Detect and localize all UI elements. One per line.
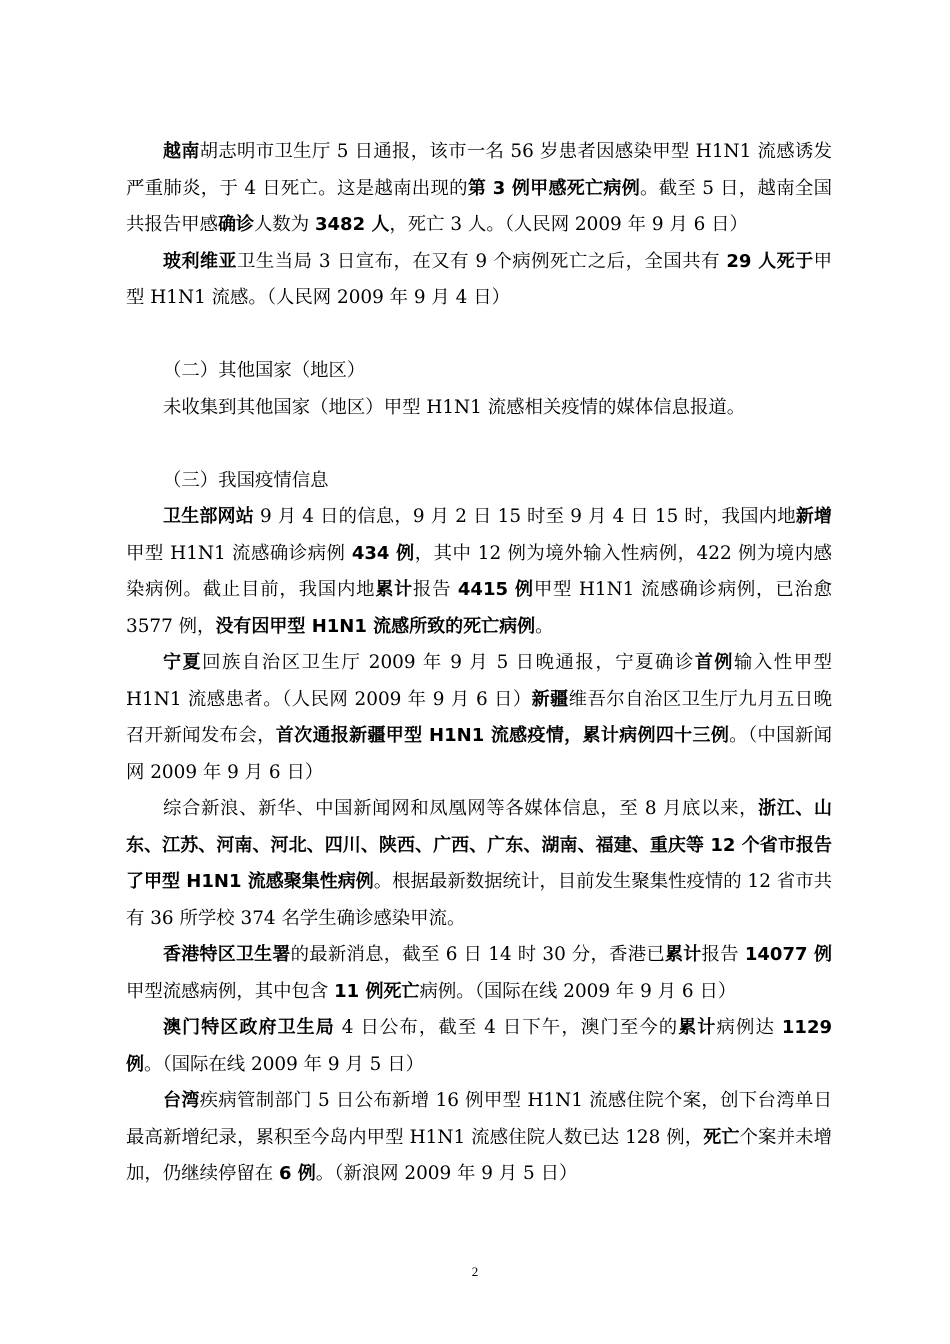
paragraph-ningxia-xinjiang xyxy=(126,645,832,791)
paragraph-media-summary xyxy=(126,791,832,937)
bold-text-segment: 澳门特区政府卫生局 xyxy=(163,1017,335,1038)
bold-text-segment: 玻利维亚 xyxy=(163,250,237,272)
bold-text-segment: 3482 人 xyxy=(315,214,390,235)
paragraph-bolivia xyxy=(126,244,832,317)
bold-text-segment: 浙江、山东、江苏、河南、河北、四川、陕西、广西、广东、湖南、福建、重庆等 12 个省市报告了甲型 H1N1 流感聚集性病例 xyxy=(126,798,832,892)
bold-text-segment: 首例 xyxy=(694,652,734,673)
bold-text-segment: 累计 xyxy=(375,579,413,600)
text-segment: 疾病管制部门 5 日公布新增 16 例甲型 H1N1 流感住院个案，创下台湾单日最高新增纪录，累积至今岛内甲型 H1N1 流感住院人数已达 128 例， xyxy=(126,1090,832,1148)
bold-text-segment: 第 3 例甲感死亡病例 xyxy=(467,177,641,199)
text-segment: 个案并未增加，仍继续停留在 xyxy=(126,1126,832,1184)
spacer xyxy=(126,426,832,463)
text-segment: 。（国际在线 2009 年 9 月 5 日） xyxy=(144,1053,424,1075)
text-segment: 甲型流感病例，其中包含 xyxy=(126,980,335,1002)
text-segment: ，其中 12 例为境外输入性病例，422 例为境内感染病例。截止目前，我国内地 xyxy=(126,542,833,600)
bold-text-segment: 6 例 xyxy=(278,1163,316,1184)
text-segment: 。（中国新闻网 2009 年 9 月 6 日） xyxy=(126,725,832,783)
text-segment: 的最新消息，截至 6 日 14 时 30 分，香港已 xyxy=(290,944,666,965)
text-segment: 回族自治区卫生厅 2009 年 9 月 5 日晚通报，宁夏确诊 xyxy=(202,652,695,673)
text-segment: 9 月 4 日的信息，9 月 2 日 15 时至 9 月 4 日 15 时，我国内地 xyxy=(253,506,796,527)
text-segment: 输入性甲型 H1N1 流感患者。（人民网 2009 年 9 月 6 日） xyxy=(126,652,833,710)
document-body xyxy=(126,134,832,1193)
text-segment: 。（新浪网 2009 年 9 月 5 日） xyxy=(315,1163,578,1184)
bold-text-segment: 新疆 xyxy=(531,688,569,710)
bold-text-segment: 1129 例 xyxy=(126,1017,833,1075)
text-segment: 甲型 H1N1 流感。（人民网 2009 年 9 月 4 日） xyxy=(126,250,832,308)
bold-text-segment: 台湾 xyxy=(163,1090,200,1111)
bold-text-segment: 没有因甲型 H1N1 流感所致的死亡病例 xyxy=(215,615,536,637)
text-segment: 病例。（国际在线 2009 年 9 月 6 日） xyxy=(419,980,737,1002)
paragraph-vietnam xyxy=(126,134,832,244)
bold-text-segment: 434 例 xyxy=(351,542,415,564)
text-segment: 4 日公布，截至 4 日下午，澳门至今的 xyxy=(334,1017,679,1038)
paragraph-taiwan xyxy=(126,1083,832,1193)
section-heading-other-countries: （二）其他国家（地区） xyxy=(163,360,366,381)
bold-text-segment: 首次通报新疆甲型 H1N1 流感疫情，累计病例四十三例 xyxy=(275,725,730,746)
paragraph-other-countries xyxy=(126,390,832,427)
section-heading-china: （三）我国疫情信息 xyxy=(163,469,329,491)
bold-text-segment: 卫生部网站 xyxy=(163,506,254,527)
text-segment: 甲型 H1N1 流感确诊病例 xyxy=(126,542,352,564)
text-segment: 报告 xyxy=(701,944,745,965)
text-segment: 维吾尔自治区卫生厅九月五日晚召开新闻发布会， xyxy=(126,688,832,746)
bold-text-segment: 累计 xyxy=(665,944,702,965)
text-segment: 胡志明市卫生厅 5 日通报，该市一名 56 岁患者因感染甲型 H1N1 流感诱发严重肺炎，于 4 日死亡。这是越南出现的 xyxy=(126,141,832,199)
text-segment: 报告 xyxy=(412,579,458,600)
paragraph-macau xyxy=(126,1010,832,1083)
bold-text-segment: 确诊 xyxy=(217,214,254,235)
text-segment: 。 xyxy=(535,615,554,637)
bold-text-segment: 4415 例 xyxy=(457,579,534,600)
text-segment: ，死亡 3 人。（人民网 2009 年 9 月 6 日） xyxy=(389,214,748,235)
bold-text-segment: 累计 xyxy=(678,1017,717,1038)
text-segment: 病例达 xyxy=(716,1017,782,1038)
paragraph-hong-kong xyxy=(126,937,832,1010)
bold-text-segment: 14077 例 xyxy=(744,944,832,965)
bold-text-segment: 宁夏 xyxy=(163,652,203,673)
text-segment: 。根据最新数据统计，目前发生聚集性疫情的 12 省市共有 36 所学校 374 名学生确诊感染甲流。 xyxy=(126,871,832,929)
spacer xyxy=(126,317,832,354)
text-segment: 。截至 5 日，越南全国共报告甲感 xyxy=(126,177,832,235)
paragraph-ministry-of-health xyxy=(126,499,832,645)
text-segment: 未收集到其他国家（地区）甲型 H1N1 流感相关疫情的媒体信息报道。 xyxy=(163,396,746,418)
text-segment: 综合新浪、新华、中国新闻网和凤凰网等各媒体信息，至 8 月底以来， xyxy=(163,798,759,819)
bold-text-segment: 死亡 xyxy=(703,1126,740,1148)
page-number: 2 xyxy=(471,1264,479,1279)
bold-text-segment: 香港特区卫生署 xyxy=(163,944,291,965)
text-segment: 卫生当局 3 日宣布，在又有 9 个病例死亡之后，全国共有 xyxy=(236,250,727,272)
text-segment: 甲型 H1N1 流感确诊病例，已治愈 3577 例， xyxy=(126,579,832,637)
bold-text-segment: 29 人死于 xyxy=(726,250,814,272)
bold-text-segment: 越南 xyxy=(163,141,200,162)
bold-text-segment: 11 例死亡 xyxy=(334,980,420,1002)
text-segment: 人数为 xyxy=(253,214,315,235)
bold-text-segment: 新增 xyxy=(795,506,832,527)
